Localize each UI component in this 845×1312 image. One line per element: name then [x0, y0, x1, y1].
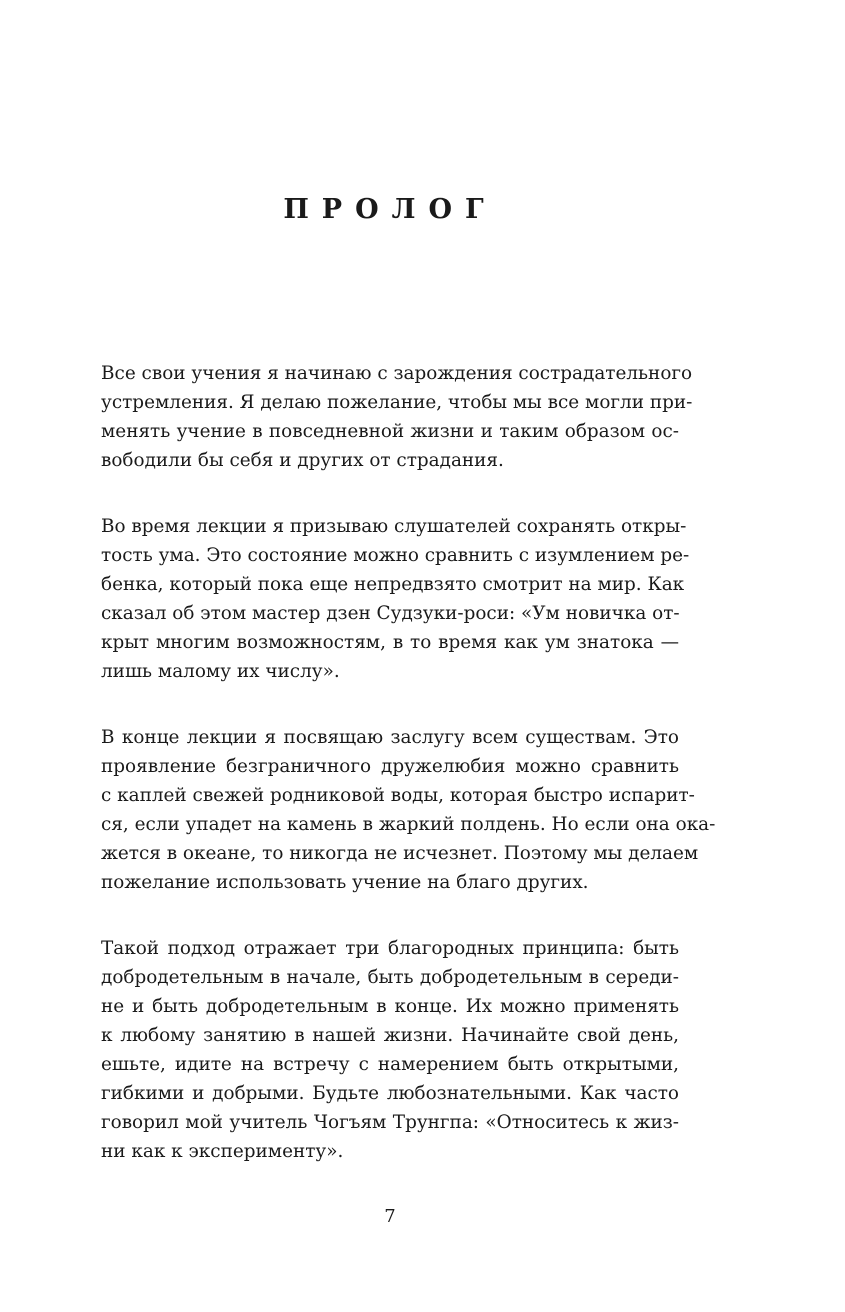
- text-line: Все свои учения я начинаю с зарождения сострадательного: [101, 363, 693, 384]
- text-line: с каплей свежей родниковой воды, которая быстро испарит-: [101, 785, 695, 806]
- text-line: не и быть добродетельным в конце. Их можно применять: [101, 996, 679, 1017]
- page-number: 7: [384, 1206, 396, 1227]
- text-line: жется в океане, то никогда не исчезнет. Поэтому мы делаем: [101, 843, 699, 864]
- text-line: говорил мой учитель Чогъям Трунгпа: «Относитесь к жиз-: [101, 1112, 679, 1133]
- text-line: Такой подход отражает три благородных принципа: быть: [101, 938, 679, 959]
- text-line: к любому занятию в нашей жизни. Начинайте свой день,: [101, 1025, 679, 1046]
- chapter-body: [101, 359, 716, 1203]
- paragraph-1: [101, 359, 693, 475]
- text-line: тость ума. Это состояние можно сравнить с изумлением ре-: [101, 545, 690, 566]
- paragraph-4: [101, 934, 679, 1166]
- text-line: ся, если упадет на камень в жаркий полдень. Но если она ока-: [101, 814, 716, 835]
- text-line: ни как к эксперименту».: [101, 1141, 344, 1162]
- text-line: лишь малому их числу».: [101, 661, 340, 682]
- chapter-title: ПРОЛОГ: [283, 194, 497, 225]
- text-line: бенка, который пока еще непредвзято смотрит на мир. Как: [101, 574, 685, 595]
- text-line: добродетельным в начале, быть добродетельным в середи-: [101, 967, 679, 988]
- text-line: В конце лекции я посвящаю заслугу всем существам. Это: [101, 727, 679, 748]
- text-line: устремления. Я делаю пожелание, чтобы мы все могли при-: [101, 392, 693, 413]
- text-line: ешьте, идите на встречу с намерением быть открытыми,: [101, 1054, 679, 1075]
- text-line: сказал об этом мастер дзен Судзуки-роси: «Ум новичка от-: [101, 603, 680, 624]
- text-line: пожелание использовать учение на благо других.: [101, 872, 589, 893]
- text-line: крыт многим возможностям, в то время как ум знатока —: [101, 632, 679, 653]
- paragraph-2: [101, 512, 690, 686]
- text-line: менять учение в повседневной жизни и таким образом ос-: [101, 421, 679, 442]
- text-line: проявление безграничного дружелюбия можно сравнить: [101, 756, 679, 777]
- text-line: вободили бы себя и других от страдания.: [101, 450, 504, 471]
- text-line: Во время лекции я призываю слушателей сохранять откры-: [101, 516, 687, 537]
- paragraph-3: [101, 723, 716, 897]
- text-line: гибкими и добрыми. Будьте любознательными. Как часто: [101, 1083, 679, 1104]
